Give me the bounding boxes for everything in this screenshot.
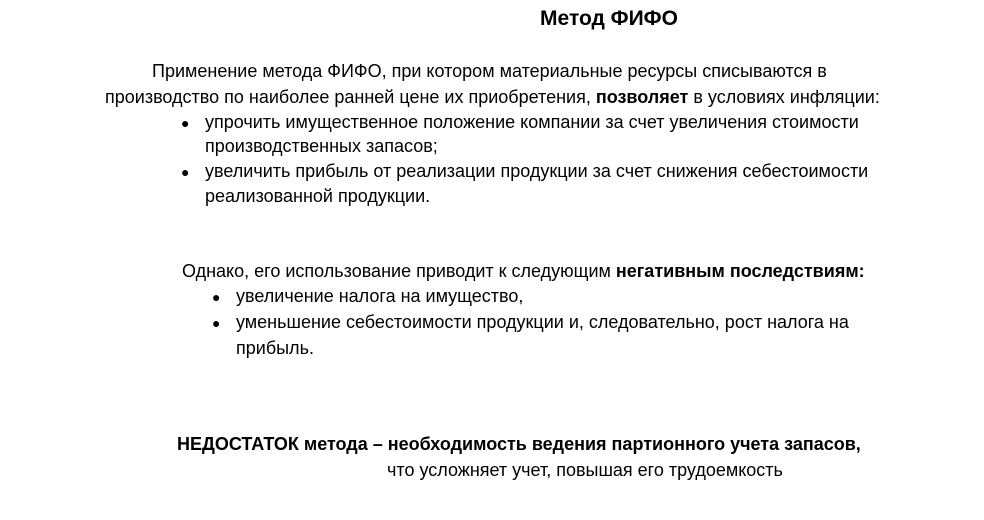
negatives-intro-text: Однако, его использование приводит к следующим <box>182 261 616 281</box>
bullet-icon: ● <box>181 164 190 180</box>
negatives-emphasis: негативным последствиям: <box>615 261 865 281</box>
advantage-item-2-line-1: увеличить прибыль от реализации продукции за счет снижения себестоимости <box>205 161 869 181</box>
intro-line-2 <box>105 86 880 108</box>
negative-item-1-line-1: увеличение налога на имущество, <box>236 286 524 306</box>
advantage-item-1-line-1: упрочить имущественное положение компании за счет увеличения стоимости <box>205 112 859 132</box>
negative-item-2-line-1: уменьшение себестоимости продукции и, следовательно, рост налога на <box>236 312 849 332</box>
intro-line-1: Применение метода ФИФО, при котором материальные ресурсы списываются в <box>152 61 827 81</box>
advantage-item-2-line-2: реализованной продукции. <box>205 186 431 206</box>
intro-line-2-text: производство по наиболее ранней цене их приобретения, <box>105 87 596 107</box>
advantage-item-1-line-2: производственных запасов; <box>205 136 438 156</box>
drawback-line-2: что усложняет учет, повышая его трудоемкость <box>387 460 783 480</box>
bullet-icon: ● <box>212 315 221 331</box>
intro-line-2-end: в условиях инфляции: <box>688 87 880 107</box>
bullet-icon: ● <box>181 115 190 131</box>
drawback-line-1: НЕДОСТАТОК метода – необходимость ведения партионного учета запасов, <box>177 434 861 454</box>
negatives-intro <box>182 260 865 282</box>
document-title: Метод ФИФО <box>540 7 678 30</box>
bullet-icon: ● <box>212 289 221 305</box>
intro-emphasis: позволяет <box>595 87 689 107</box>
negative-item-2-line-2: прибыль. <box>236 338 314 358</box>
